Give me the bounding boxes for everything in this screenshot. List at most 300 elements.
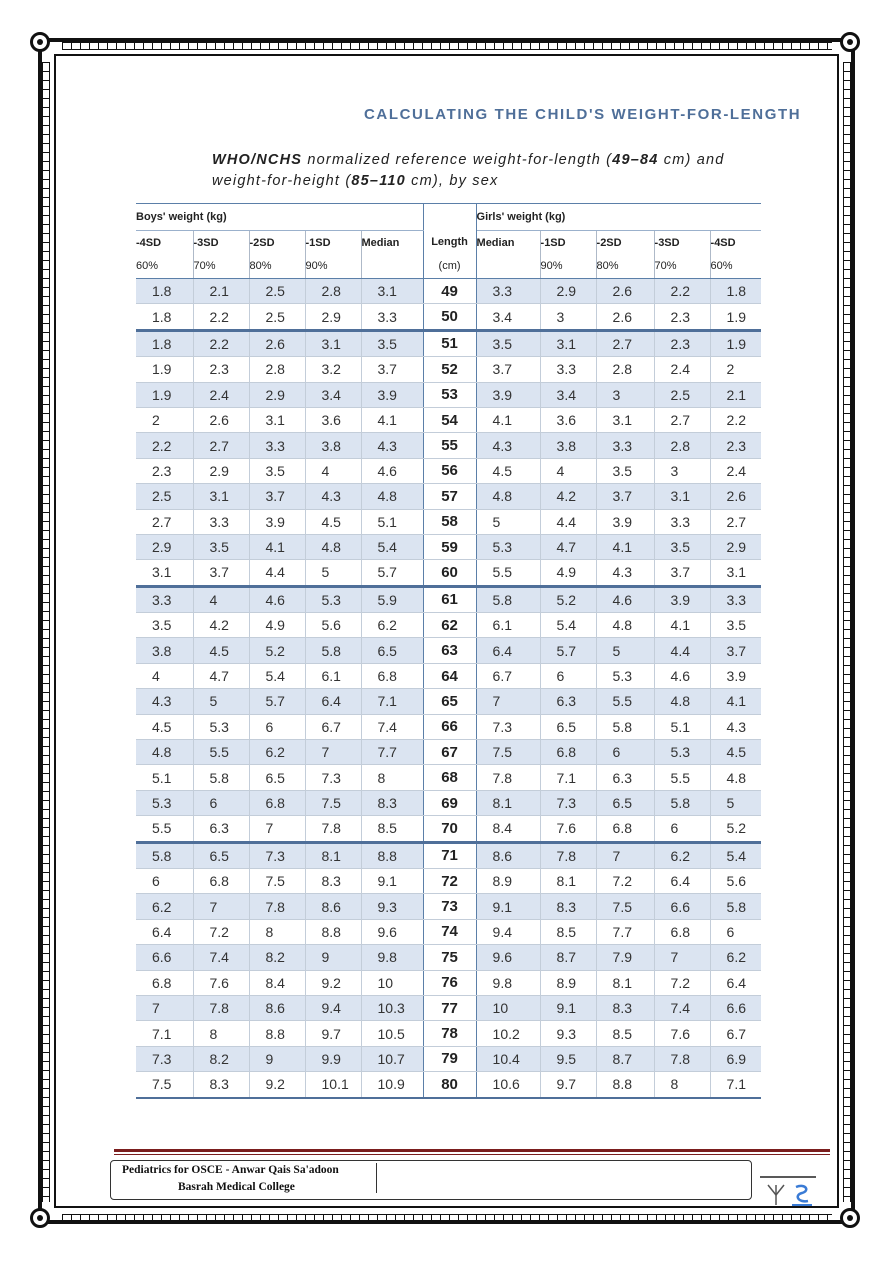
girls-weight-cell: 1.9 <box>710 330 761 356</box>
boys-weight-cell: 4.2 <box>193 613 249 638</box>
boys-weight-cell: 2.5 <box>249 279 305 304</box>
girls-weight-cell: 7.3 <box>540 790 596 815</box>
girls-weight-cell: 6.3 <box>540 689 596 714</box>
footer-author: Pediatrics for OSCE - Anwar Qais Sa'adoon <box>122 1164 339 1176</box>
percent-column-header: 60% <box>136 254 193 279</box>
boys-weight-cell: 9.9 <box>305 1046 361 1071</box>
girls-weight-cell: 6 <box>540 663 596 688</box>
boys-weight-cell: 1.8 <box>136 279 193 304</box>
table-row <box>136 740 761 765</box>
boys-weight-cell: 4.4 <box>249 560 305 586</box>
boys-weight-cell: 8.5 <box>361 816 423 842</box>
boys-weight-cell: 6.8 <box>361 663 423 688</box>
boys-weight-cell: 8.3 <box>361 790 423 815</box>
length-cell: 78 <box>423 1021 476 1046</box>
girls-weight-cell: 3.4 <box>540 382 596 407</box>
sd-column-header: -2SD <box>596 231 654 255</box>
boys-weight-cell: 4.7 <box>193 663 249 688</box>
boys-weight-cell: 7.8 <box>193 995 249 1020</box>
girls-weight-cell: 3.7 <box>476 357 540 382</box>
boys-weight-cell: 5.2 <box>249 638 305 663</box>
table-row <box>136 458 761 483</box>
girls-weight-cell: 7.1 <box>710 1072 761 1098</box>
girls-weight-cell: 9.6 <box>476 945 540 970</box>
girls-weight-cell: 6 <box>596 740 654 765</box>
length-cell: 52 <box>423 357 476 382</box>
girls-weight-cell: 4.4 <box>654 638 710 663</box>
length-cell: 56 <box>423 458 476 483</box>
boys-weight-cell: 6.8 <box>249 790 305 815</box>
boys-weight-cell: 6.4 <box>305 689 361 714</box>
boys-weight-cell: 2.6 <box>249 330 305 356</box>
girls-weight-cell: 7.7 <box>596 919 654 944</box>
boys-weight-cell: 3.5 <box>249 458 305 483</box>
girls-weight-cell: 5.8 <box>596 714 654 739</box>
percent-column-header <box>361 254 423 279</box>
footer-rule-thin <box>114 1154 830 1155</box>
girls-weight-cell: 7.8 <box>654 1046 710 1071</box>
girls-weight-cell: 8.1 <box>476 790 540 815</box>
boys-weight-cell: 5.4 <box>249 663 305 688</box>
table-row <box>136 560 761 586</box>
boys-weight-cell: 4.3 <box>305 484 361 509</box>
girls-weight-cell: 4.1 <box>476 407 540 432</box>
girls-weight-cell: 9.7 <box>540 1072 596 1098</box>
table-row <box>136 816 761 842</box>
boys-weight-cell: 8.8 <box>249 1021 305 1046</box>
boys-weight-cell: 6.8 <box>136 970 193 995</box>
boys-weight-cell: 6.7 <box>305 714 361 739</box>
boys-weight-cell: 3.4 <box>305 382 361 407</box>
sd-column-header: -1SD <box>305 231 361 255</box>
girls-weight-cell: 8.3 <box>596 995 654 1020</box>
girls-weight-cell: 7.1 <box>540 765 596 790</box>
length-cell: 75 <box>423 945 476 970</box>
girls-weight-cell: 3.5 <box>596 458 654 483</box>
girls-weight-cell: 2.2 <box>654 279 710 304</box>
boys-weight-cell: 10.1 <box>305 1072 361 1098</box>
girls-weight-cell: 5.3 <box>596 663 654 688</box>
girls-weight-cell: 3.5 <box>710 613 761 638</box>
boys-weight-cell: 5.1 <box>136 765 193 790</box>
length-cell: 72 <box>423 868 476 893</box>
boys-weight-cell: 6.6 <box>136 945 193 970</box>
boys-weight-cell: 3.7 <box>361 357 423 382</box>
boys-weight-cell: 6.5 <box>361 638 423 663</box>
length-cell: 49 <box>423 279 476 304</box>
girls-weight-cell: 5.5 <box>654 765 710 790</box>
boys-weight-cell: 7.4 <box>193 945 249 970</box>
girls-weight-cell: 8 <box>654 1072 710 1098</box>
girls-weight-cell: 7.6 <box>540 816 596 842</box>
length-cell: 63 <box>423 638 476 663</box>
girls-weight-cell: 3.9 <box>596 509 654 534</box>
sd-column-header: -4SD <box>710 231 761 255</box>
boys-weight-cell: 5.8 <box>136 842 193 868</box>
boys-weight-cell: 7.3 <box>305 765 361 790</box>
boys-weight-cell: 3.8 <box>305 433 361 458</box>
girls-weight-cell: 2.8 <box>654 433 710 458</box>
boys-weight-cell: 7.1 <box>136 1021 193 1046</box>
boys-weight-cell: 4.3 <box>136 689 193 714</box>
girls-weight-cell: 2.3 <box>654 330 710 356</box>
girls-weight-cell: 5.4 <box>540 613 596 638</box>
girls-weight-cell: 5.4 <box>710 842 761 868</box>
length-cell: 77 <box>423 995 476 1020</box>
length-cell: 55 <box>423 433 476 458</box>
boys-weight-cell: 10 <box>361 970 423 995</box>
boys-weight-cell: 7 <box>193 894 249 919</box>
boys-weight-cell: 1.8 <box>136 330 193 356</box>
boys-weight-cell: 8.3 <box>305 868 361 893</box>
boys-weight-cell: 1.8 <box>136 304 193 330</box>
girls-weight-cell: 9.3 <box>540 1021 596 1046</box>
girls-weight-cell: 2.7 <box>596 330 654 356</box>
girls-weight-cell: 7 <box>654 945 710 970</box>
girls-weight-cell: 2.3 <box>654 304 710 330</box>
girls-weight-cell: 2.4 <box>654 357 710 382</box>
girls-weight-cell: 7.2 <box>596 868 654 893</box>
girls-weight-cell: 6.7 <box>710 1021 761 1046</box>
boys-weight-cell: 2.5 <box>136 484 193 509</box>
girls-weight-cell: 3 <box>654 458 710 483</box>
boys-weight-cell: 3.1 <box>136 560 193 586</box>
table-row <box>136 1021 761 1046</box>
boys-weight-cell: 6 <box>136 868 193 893</box>
boys-weight-cell: 2.1 <box>193 279 249 304</box>
footer-college: Basrah Medical College <box>178 1181 295 1193</box>
border-chain-left <box>42 62 50 1202</box>
girls-weight-cell: 3.1 <box>540 330 596 356</box>
girls-weight-cell: 4.1 <box>710 689 761 714</box>
medical-logo-icon <box>758 1175 818 1209</box>
table-row <box>136 714 761 739</box>
boys-weight-cell: 5.7 <box>249 689 305 714</box>
girls-weight-cell: 8.1 <box>596 970 654 995</box>
girls-weight-cell: 10.2 <box>476 1021 540 1046</box>
boys-weight-cell: 2.5 <box>249 304 305 330</box>
girls-weight-cell: 6.4 <box>710 970 761 995</box>
boys-weight-cell: 3.3 <box>249 433 305 458</box>
girls-weight-cell: 8.1 <box>540 868 596 893</box>
length-cell: 50 <box>423 304 476 330</box>
girls-weight-cell: 2.6 <box>596 304 654 330</box>
boys-weight-cell: 3.3 <box>193 509 249 534</box>
table-row <box>136 1046 761 1071</box>
girls-weight-cell: 6.9 <box>710 1046 761 1071</box>
page-heading: CALCULATING THE CHILD'S WEIGHT-FOR-LENGTH <box>364 106 802 123</box>
boys-weight-cell: 5.4 <box>361 534 423 559</box>
girls-weight-cell: 7.5 <box>596 894 654 919</box>
boys-weight-cell: 5.1 <box>361 509 423 534</box>
girls-weight-cell: 2.1 <box>710 382 761 407</box>
girls-weight-cell: 4.8 <box>596 613 654 638</box>
girls-weight-cell: 4.4 <box>540 509 596 534</box>
length-cell: 69 <box>423 790 476 815</box>
length-cell: 59 <box>423 534 476 559</box>
girls-weight-cell: 5.3 <box>476 534 540 559</box>
girls-weight-cell: 5.8 <box>654 790 710 815</box>
sd-column-header: -1SD <box>540 231 596 255</box>
girls-weight-cell: 4.6 <box>654 663 710 688</box>
boys-weight-cell: 4 <box>305 458 361 483</box>
girls-weight-cell: 3.6 <box>540 407 596 432</box>
girls-weight-cell: 9.1 <box>540 995 596 1020</box>
table-row <box>136 330 761 356</box>
girls-weight-cell: 3.7 <box>654 560 710 586</box>
table-row <box>136 534 761 559</box>
girls-weight-cell: 3.1 <box>654 484 710 509</box>
table-row <box>136 638 761 663</box>
girls-weight-cell: 5.8 <box>710 894 761 919</box>
boys-weight-cell: 5.8 <box>193 765 249 790</box>
girls-weight-cell: 9.4 <box>476 919 540 944</box>
girls-weight-cell: 3.9 <box>710 663 761 688</box>
girls-weight-cell: 3 <box>540 304 596 330</box>
table-row <box>136 689 761 714</box>
boys-weight-cell: 5.9 <box>361 586 423 612</box>
girls-weight-cell: 9.5 <box>540 1046 596 1071</box>
boys-weight-cell: 2.7 <box>136 509 193 534</box>
table-row <box>136 304 761 330</box>
girls-weight-cell: 5 <box>596 638 654 663</box>
percent-column-header: 70% <box>193 254 249 279</box>
boys-weight-cell: 6.5 <box>193 842 249 868</box>
footer-rule <box>114 1149 830 1152</box>
boys-weight-cell: 7.5 <box>249 868 305 893</box>
girls-weight-cell: 6.8 <box>596 816 654 842</box>
percent-column-header <box>476 254 540 279</box>
girls-weight-cell: 8.5 <box>596 1021 654 1046</box>
boys-weight-cell: 7.3 <box>249 842 305 868</box>
girls-weight-cell: 4.3 <box>476 433 540 458</box>
boys-weight-cell: 8.6 <box>249 995 305 1020</box>
boys-weight-cell: 9.2 <box>305 970 361 995</box>
table-row <box>136 945 761 970</box>
boys-weight-cell: 9.6 <box>361 919 423 944</box>
boys-weight-cell: 2.2 <box>193 330 249 356</box>
boys-weight-cell: 7.2 <box>193 919 249 944</box>
boys-weight-cell: 3.9 <box>249 509 305 534</box>
length-cell: 61 <box>423 586 476 612</box>
girls-weight-cell: 6.5 <box>540 714 596 739</box>
corner-ornament-icon <box>30 1208 50 1228</box>
boys-weight-cell: 6.4 <box>136 919 193 944</box>
girls-weight-cell: 2.3 <box>710 433 761 458</box>
boys-weight-cell: 3.1 <box>305 330 361 356</box>
boys-weight-cell: 9.3 <box>361 894 423 919</box>
boys-weight-cell: 4.9 <box>249 613 305 638</box>
boys-weight-cell: 8.3 <box>193 1072 249 1098</box>
caption-text: cm) and weight-for-height ( <box>212 152 725 189</box>
girls-weight-cell: 5.5 <box>476 560 540 586</box>
girls-weight-cell: 5.7 <box>540 638 596 663</box>
table-row <box>136 279 761 304</box>
boys-weight-cell: 4.5 <box>136 714 193 739</box>
girls-weight-cell: 2.7 <box>710 509 761 534</box>
boys-weight-cell: 3.3 <box>361 304 423 330</box>
girls-weight-cell: 2.2 <box>710 407 761 432</box>
boys-weight-cell: 2.9 <box>305 304 361 330</box>
boys-weight-cell: 5 <box>305 560 361 586</box>
girls-weight-cell: 2.6 <box>596 279 654 304</box>
boys-weight-cell: 8.8 <box>361 842 423 868</box>
boys-weight-cell: 9 <box>249 1046 305 1071</box>
boys-weight-cell: 3.7 <box>249 484 305 509</box>
girls-weight-cell: 5 <box>710 790 761 815</box>
girls-weight-cell: 7.8 <box>540 842 596 868</box>
girls-weight-cell: 6.2 <box>710 945 761 970</box>
girls-weight-cell: 7.2 <box>654 970 710 995</box>
boys-weight-cell: 2.8 <box>305 279 361 304</box>
girls-weight-cell: 3.3 <box>476 279 540 304</box>
girls-weight-cell: 3.9 <box>654 586 710 612</box>
table-row <box>136 894 761 919</box>
boys-weight-cell: 8 <box>361 765 423 790</box>
girls-weight-cell: 4.7 <box>540 534 596 559</box>
girls-weight-cell: 6.3 <box>596 765 654 790</box>
girls-weight-cell: 4.8 <box>710 765 761 790</box>
girls-weight-cell: 7.5 <box>476 740 540 765</box>
girls-weight-cell: 6.4 <box>654 868 710 893</box>
girls-weight-cell: 7.3 <box>476 714 540 739</box>
length-cell: 67 <box>423 740 476 765</box>
percent-column-header: 60% <box>710 254 761 279</box>
table-row <box>136 663 761 688</box>
boys-weight-cell: 2.2 <box>136 433 193 458</box>
length-cell: 70 <box>423 816 476 842</box>
boys-weight-cell: 2.9 <box>193 458 249 483</box>
boys-weight-cell: 4.5 <box>305 509 361 534</box>
boys-weight-cell: 10.3 <box>361 995 423 1020</box>
boys-weight-cell: 7.4 <box>361 714 423 739</box>
length-cell: 76 <box>423 970 476 995</box>
boys-weight-cell: 7 <box>305 740 361 765</box>
boys-weight-cell: 4.6 <box>361 458 423 483</box>
boys-weight-cell: 4 <box>193 586 249 612</box>
girls-weight-cell: 8.9 <box>476 868 540 893</box>
girls-weight-cell: 4.5 <box>476 458 540 483</box>
boys-weight-cell: 3.6 <box>305 407 361 432</box>
boys-weight-cell: 8.8 <box>305 919 361 944</box>
boys-weight-cell: 5.3 <box>305 586 361 612</box>
boys-weight-cell: 7.5 <box>136 1072 193 1098</box>
boys-weight-cell: 6 <box>193 790 249 815</box>
boys-weight-cell: 7 <box>136 995 193 1020</box>
girls-weight-cell: 7.6 <box>654 1021 710 1046</box>
table-row <box>136 919 761 944</box>
boys-weight-cell: 9.7 <box>305 1021 361 1046</box>
boys-weight-cell: 3.9 <box>361 382 423 407</box>
boys-weight-cell: 2.2 <box>193 304 249 330</box>
girls-weight-cell: 3.3 <box>540 357 596 382</box>
girls-weight-cell: 5.5 <box>596 689 654 714</box>
border-chain-top <box>62 42 832 50</box>
weight-for-length-table <box>136 203 761 1099</box>
boys-weight-cell: 5.6 <box>305 613 361 638</box>
girls-weight-cell: 2.9 <box>710 534 761 559</box>
length-cell: 51 <box>423 330 476 356</box>
boys-weight-cell: 9 <box>305 945 361 970</box>
table-row <box>136 407 761 432</box>
girls-group-header: Girls' weight (kg) <box>476 204 761 231</box>
length-cell: 60 <box>423 560 476 586</box>
girls-weight-cell: 6.1 <box>476 613 540 638</box>
boys-weight-cell: 7.5 <box>305 790 361 815</box>
girls-weight-cell: 8.8 <box>596 1072 654 1098</box>
boys-weight-cell: 8.1 <box>305 842 361 868</box>
boys-weight-cell: 6.1 <box>305 663 361 688</box>
boys-weight-cell: 6.3 <box>193 816 249 842</box>
length-cell: 53 <box>423 382 476 407</box>
girls-weight-cell: 8.5 <box>540 919 596 944</box>
boys-weight-cell: 9.2 <box>249 1072 305 1098</box>
girls-weight-cell: 4.1 <box>654 613 710 638</box>
boys-weight-cell: 5.8 <box>305 638 361 663</box>
girls-weight-cell: 4.9 <box>540 560 596 586</box>
girls-weight-cell: 6.8 <box>540 740 596 765</box>
caption-source: WHO/NCHS <box>212 152 303 168</box>
boys-weight-cell: 2.7 <box>193 433 249 458</box>
boys-weight-cell: 7.3 <box>136 1046 193 1071</box>
boys-weight-cell: 10.5 <box>361 1021 423 1046</box>
length-cell: 79 <box>423 1046 476 1071</box>
boys-weight-cell: 6.2 <box>361 613 423 638</box>
boys-weight-cell: 6.2 <box>136 894 193 919</box>
sd-column-header: -3SD <box>193 231 249 255</box>
girls-weight-cell: 2.6 <box>710 484 761 509</box>
boys-weight-cell: 5.5 <box>136 816 193 842</box>
girls-weight-cell: 2.7 <box>654 407 710 432</box>
boys-group-header: Boys' weight (kg) <box>136 204 423 231</box>
girls-weight-cell: 6.6 <box>654 894 710 919</box>
boys-weight-cell: 3.5 <box>361 330 423 356</box>
table-row <box>136 842 761 868</box>
girls-weight-cell: 2.8 <box>596 357 654 382</box>
boys-weight-cell: 6.2 <box>249 740 305 765</box>
girls-weight-cell: 4.2 <box>540 484 596 509</box>
boys-weight-cell: 4.6 <box>249 586 305 612</box>
girls-weight-cell: 5.2 <box>710 816 761 842</box>
girls-weight-cell: 2.5 <box>654 382 710 407</box>
table-row <box>136 433 761 458</box>
length-cell: 74 <box>423 919 476 944</box>
boys-weight-cell: 2.9 <box>136 534 193 559</box>
boys-weight-cell: 3.1 <box>249 407 305 432</box>
boys-weight-cell: 3.3 <box>136 586 193 612</box>
boys-weight-cell: 2.6 <box>193 407 249 432</box>
table-row <box>136 868 761 893</box>
boys-weight-cell: 7.8 <box>249 894 305 919</box>
boys-weight-cell: 5 <box>193 689 249 714</box>
girls-weight-cell: 6.2 <box>654 842 710 868</box>
border-chain-bottom <box>62 1214 832 1222</box>
boys-weight-cell: 5.7 <box>361 560 423 586</box>
girls-weight-cell: 4.1 <box>596 534 654 559</box>
length-cell: 57 <box>423 484 476 509</box>
girls-weight-cell: 3.3 <box>710 586 761 612</box>
boys-weight-cell: 8 <box>193 1021 249 1046</box>
girls-weight-cell: 4.5 <box>710 740 761 765</box>
girls-weight-cell: 4.3 <box>596 560 654 586</box>
table-row <box>136 586 761 612</box>
boys-weight-cell: 4.3 <box>361 433 423 458</box>
boys-weight-cell: 7.8 <box>305 816 361 842</box>
boys-weight-cell: 3.8 <box>136 638 193 663</box>
border-chain-right <box>843 62 851 1202</box>
table-row <box>136 995 761 1020</box>
length-cell: 62 <box>423 613 476 638</box>
